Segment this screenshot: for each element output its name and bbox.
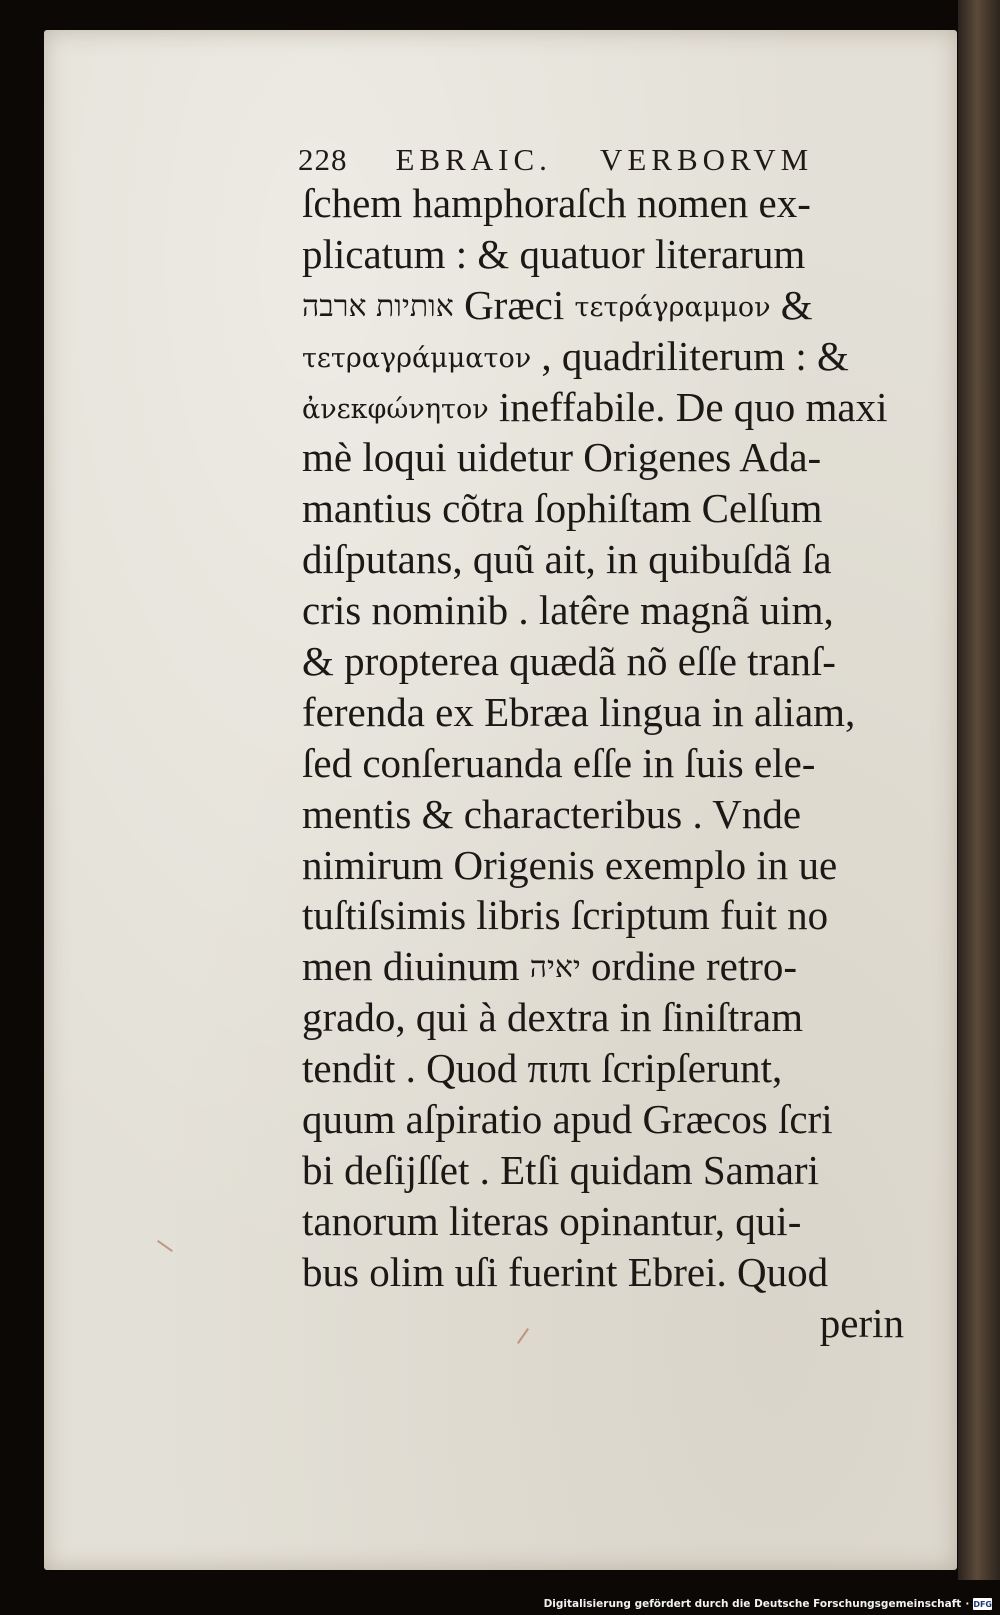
text-segment: bus olim uſi fuerint Ebrei. Quod [302, 1248, 829, 1295]
text-line [302, 280, 942, 331]
text-segment: mentis & characteribus . Vnde [302, 790, 802, 837]
text-segment: mantius cõtra ſophiſtam Celſum [302, 485, 823, 532]
text-line [302, 178, 942, 229]
text-segment: bi deſijſſet . Etſi quidam Samari [302, 1146, 819, 1193]
text-line [302, 789, 942, 840]
text-segment: & [770, 281, 813, 328]
text-segment: ferenda ex Ebræa lingua in aliam, [302, 688, 856, 735]
running-title-part-2: VERBORVM [599, 142, 814, 177]
dfg-logo: DFG [973, 1599, 992, 1609]
text-segment: ordine retro- [580, 943, 798, 990]
digitization-credit: Digitalisierung gefördert durch die Deutsche Forschungsgemeinschaft · DFG [543, 1598, 992, 1610]
text-segment: & propterea quædã nõ eſſe tranſ- [302, 638, 836, 685]
text-line [302, 331, 942, 382]
hebrew-word: אותיות ארבה [302, 288, 454, 324]
text-line [302, 1043, 942, 1094]
hebrew-word: יאיה [529, 950, 581, 986]
text-line [302, 1145, 942, 1196]
text-segment: nimirum Origenis exemplo in ue [302, 841, 838, 888]
text-line [302, 483, 942, 534]
text-segment: mè loqui uidetur Origenes Ada- [302, 434, 822, 481]
text-line [302, 1298, 942, 1349]
book-spine [958, 0, 1000, 1580]
text-segment: tanorum literas opinantur, qui- [302, 1197, 802, 1244]
text-segment: perin [819, 1299, 904, 1346]
greek-word: ἀνεκφώνητον [302, 393, 489, 425]
text-segment: , quadriliterum : & [531, 332, 849, 379]
paper-stain [157, 1240, 173, 1252]
text-line [302, 840, 942, 891]
text-segment: grado, qui à dextra in ſiniſtram [302, 994, 803, 1041]
greek-word: τετραγράμματον [302, 342, 532, 374]
text-line [302, 687, 942, 738]
text-line [302, 992, 942, 1043]
text-line [302, 229, 942, 280]
text-segment: men diuinum [302, 943, 530, 990]
text-segment: quum aſpiratio apud Græcos ſcri [302, 1096, 833, 1143]
running-title-part-1: EBRAIC. [395, 142, 552, 177]
text-segment: ſchem hamphoraſch nomen ex- [302, 180, 811, 226]
page-number: 228 [298, 142, 348, 177]
running-header [298, 142, 858, 178]
text-segment: tuſtiſsimis libris ſcriptum fuit no [302, 892, 829, 939]
credit-text: Digitalisierung gefördert durch die Deutsche Forschungsgemeinschaft [543, 1598, 962, 1610]
text-line [302, 382, 942, 433]
text-line [302, 1196, 942, 1247]
body-text [302, 178, 942, 1348]
text-segment: diſputans, quũ ait, in quibuſdã ſa [302, 536, 832, 583]
text-line [302, 585, 942, 636]
text-segment: plicatum : & quatuor literarum [302, 230, 806, 277]
text-line [302, 890, 942, 941]
text-line [302, 636, 942, 687]
text-segment: tendit . Quod πιπι ſcripſerunt, [302, 1045, 783, 1092]
text-line [302, 941, 942, 992]
text-line [302, 1247, 942, 1298]
text-segment: ſed conſeruanda eſſe in ſuis ele- [302, 739, 816, 786]
text-segment: ineffabile. De quo maxi [488, 383, 888, 430]
greek-word: τετράγραμμον [574, 291, 771, 323]
text-line [302, 534, 942, 585]
text-segment: Græci [453, 281, 575, 328]
text-line [302, 1094, 942, 1145]
text-segment: cris nominib . latêre magnã uim, [302, 587, 834, 634]
text-line [302, 432, 942, 483]
text-line [302, 738, 942, 789]
